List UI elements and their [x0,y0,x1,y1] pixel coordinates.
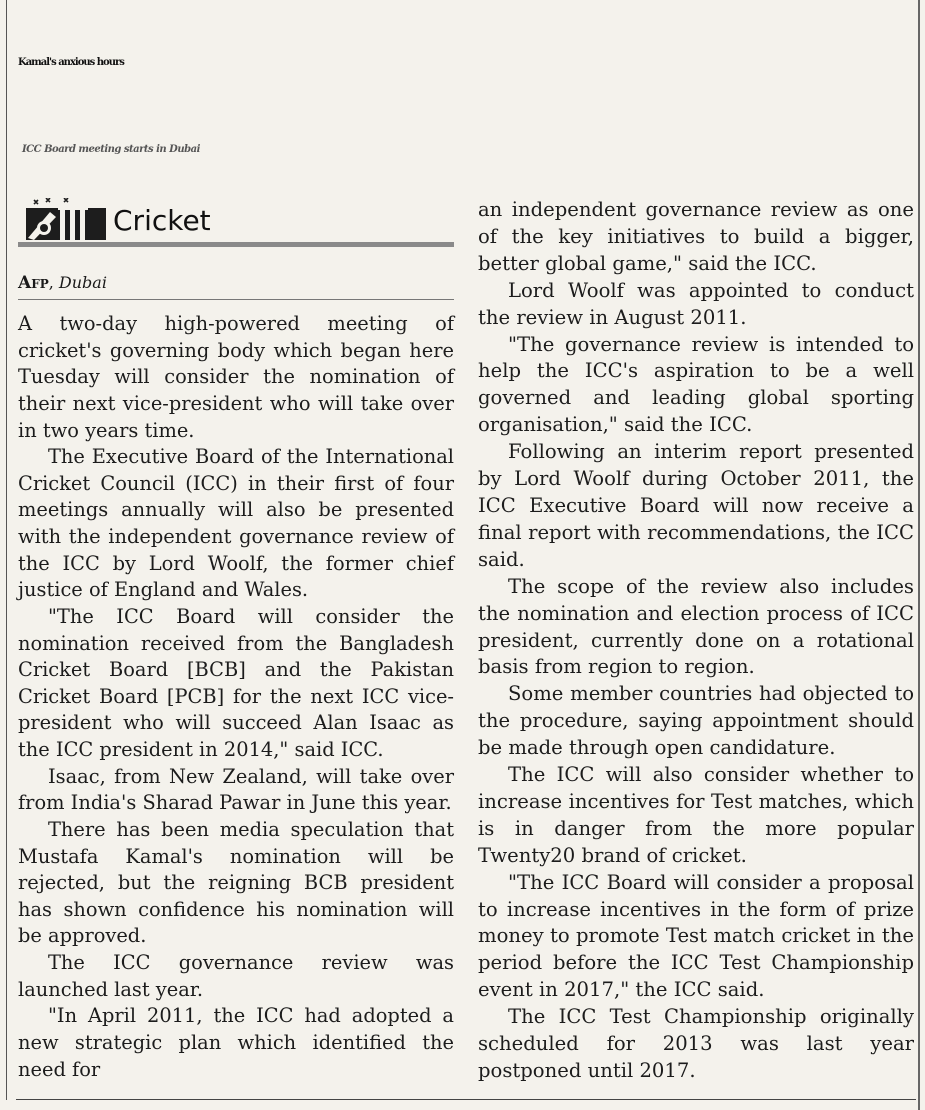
article-paragraph: "In April 2011, the ICC had adopted a new strategic plan which identified the need for [18,1004,454,1081]
section-rule [18,242,454,247]
cricket-bat-ball-icon [20,198,112,242]
subheadline: ICC Board meeting starts in Dubai [22,144,200,155]
article-paragraph: Some member countries had objected to the procedure, saying appointment should be made through open candidature. [478,682,914,760]
section-tag [18,196,454,248]
byline: Afp, Dubai [18,271,454,300]
headline: Kamal's anxious hours [18,57,124,68]
article-paragraph: "The ICC Board will consider the nomination received from the Bangladesh Cricket Board [BCB] and the Pakistan Cricket Board [PCB] for the next ICC vice-president who will succeed Alan Isaac as the ICC president in 2014," said ICC. [18,604,454,761]
article-paragraph: A two-day high-powered meeting of cricket's governing body which began here Tuesday will consider the nomination of their next vice-president who will take over in two years time. [18,312,454,442]
article-paragraph: The ICC governance review was launched last year. [18,951,454,1001]
article-paragraph: Isaac, from New Zealand, will take over from India's Sharad Pawar in June this year. [18,764,454,815]
article-paragraph: The scope of the review also includes the nomination and election process of ICC president, currently done on a rotational basis from region to region. [478,574,914,679]
article-column-left [18,311,454,1083]
article-column-right [478,197,914,1085]
byline-agency: Afp [18,273,49,293]
article-paragraph: Lord Woolf was appointed to conduct the review in August 2011. [478,278,914,329]
article-paragraph: The ICC will also consider whether to increase incentives for Test matches, which is in danger from the more popular Twenty20 brand of cricket. [478,763,914,867]
left-column-rule [6,0,7,1100]
article-paragraph: There has been media speculation that Mustafa Kamal's nomination will be rejected, but the reigning BCB president has shown confidence his nomination will be approved. [18,817,454,948]
article-paragraph: an independent governance review as one of the key initiatives to build a bigger, better global game," said the ICC. [478,198,914,275]
right-border-rule [918,0,920,1110]
article-paragraph: Following an interim report presented by Lord Woolf during October 2011, the ICC Executive Board will now receive a final report with recommendations, the ICC said. [478,440,914,571]
article-paragraph: The Executive Board of the International Cricket Council (ICC) in their first of four meetings annually will also be presented with the independent governance review of the ICC by Lord Woolf, the former chief justice of England and Wales. [18,445,454,602]
article-paragraph: "The governance review is intended to help the ICC's aspiration to be a well governed and leading global sporting organisation," said the ICC. [478,332,914,437]
article-paragraph: The ICC Test Championship originally scheduled for 2013 was last year postponed until 2017. [478,1005,914,1082]
bottom-border-rule [16,1099,916,1100]
article-paragraph: "The ICC Board will consider a proposal to increase incentives in the form of prize money to promote Test match cricket in the period before the ICC Test Championship event in 2017," the ICC said. [478,870,914,1002]
section-label: Cricket [113,204,211,237]
byline-location: Dubai [58,273,107,292]
